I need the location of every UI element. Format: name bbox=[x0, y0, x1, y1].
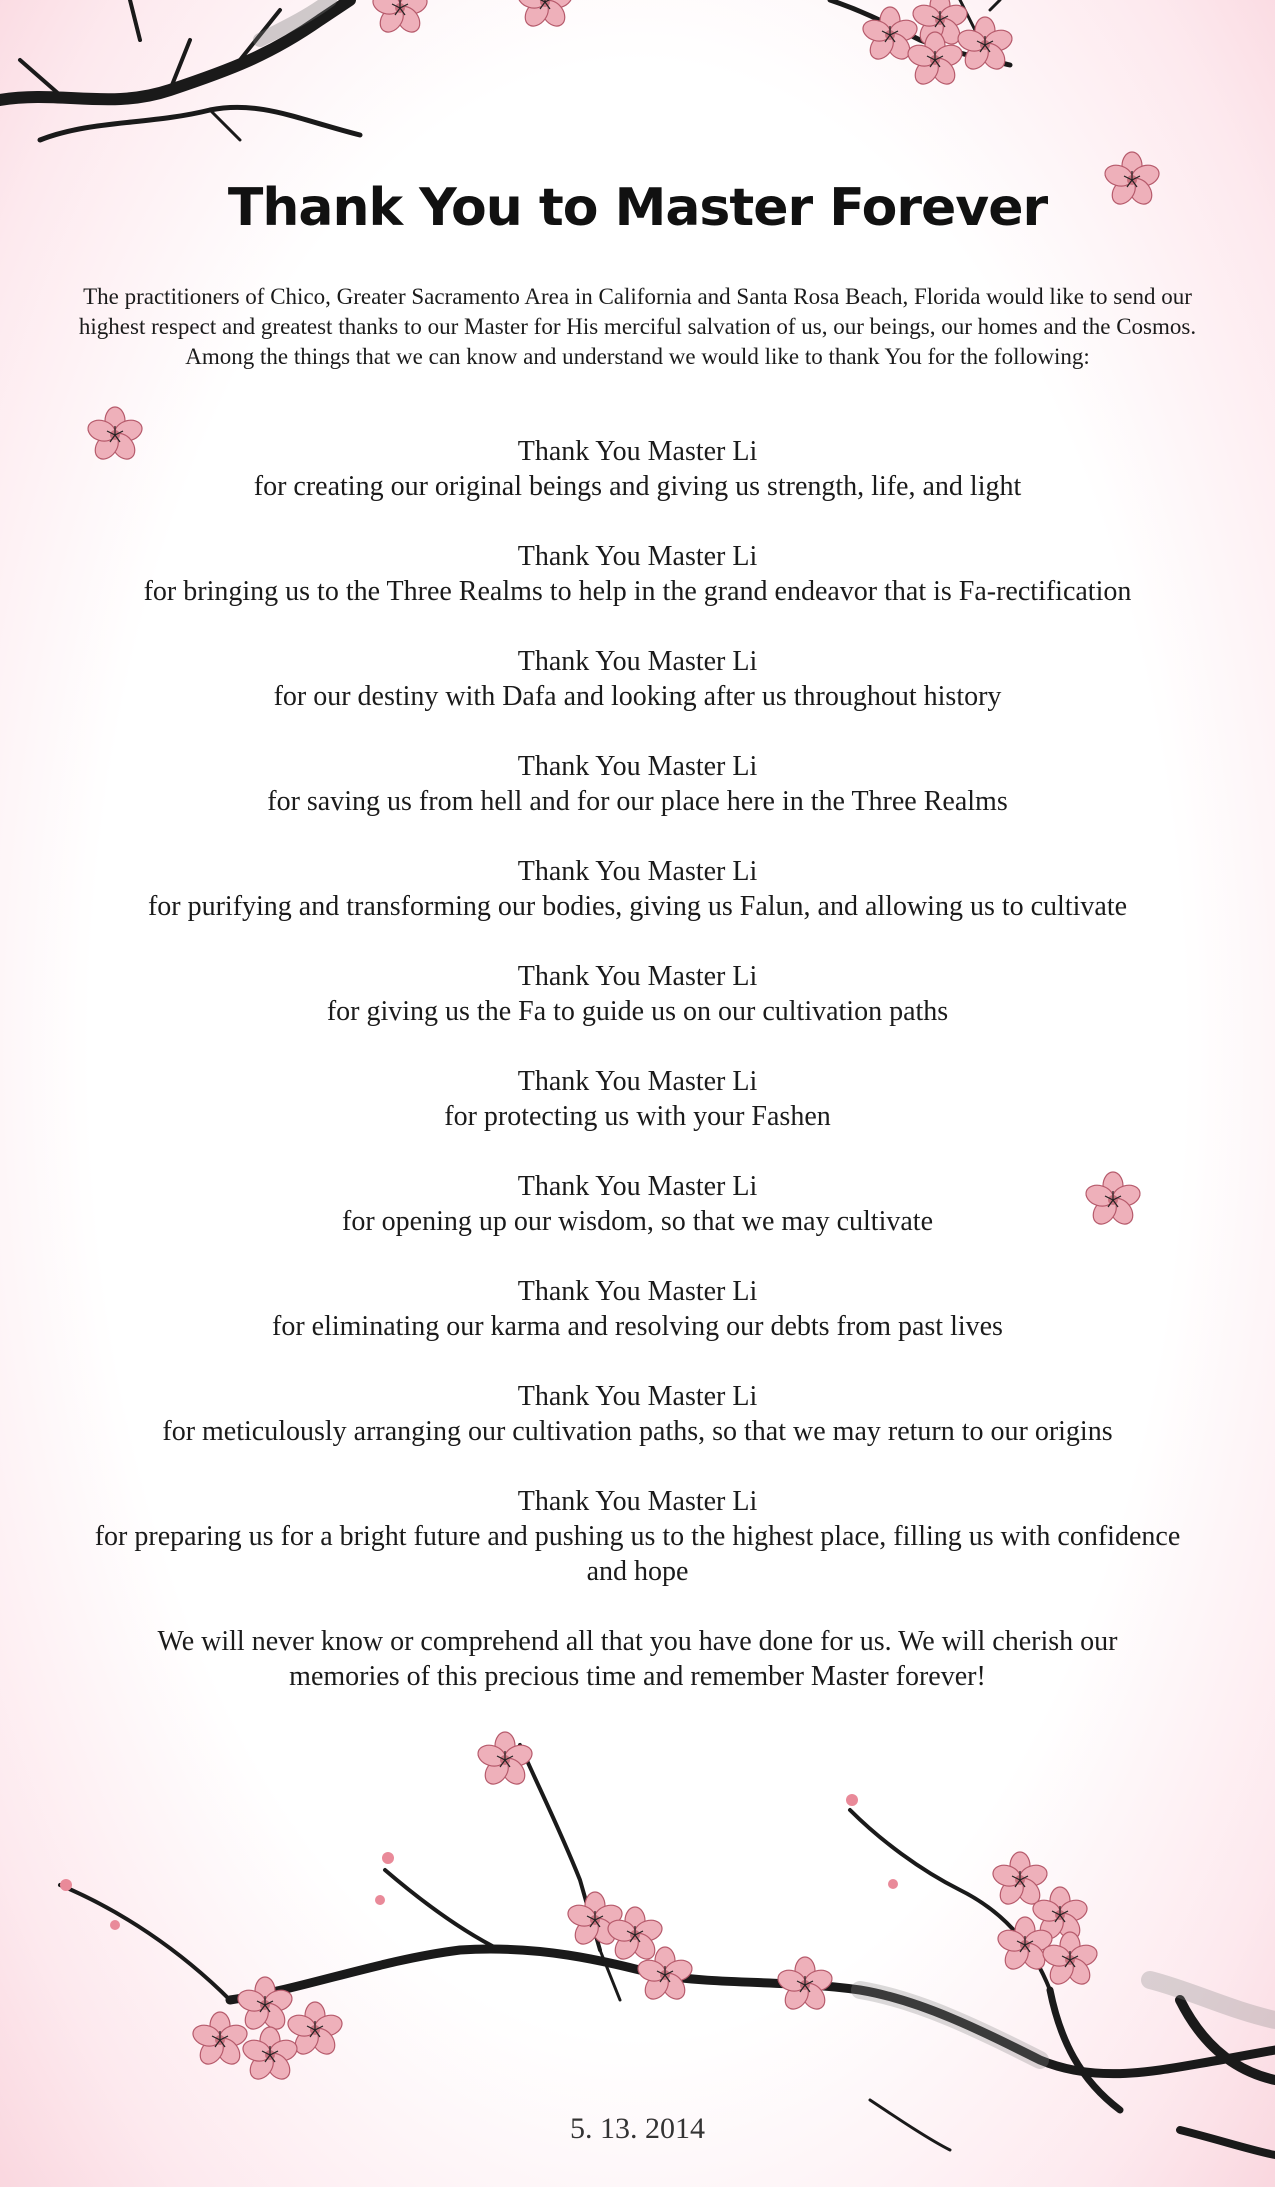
list-item bbox=[80, 959, 1195, 1029]
blossom-buds bbox=[60, 1794, 898, 1930]
list-item bbox=[80, 1274, 1195, 1344]
blossom-icon bbox=[475, 1732, 534, 1789]
item-text: for our destiny with Dafa and looking after us throughout history bbox=[273, 681, 1002, 712]
page-title: Thank You to Master Forever bbox=[227, 178, 1048, 238]
thanks-list bbox=[80, 434, 1195, 1624]
item-text: for meticulously arranging our cultivation paths, so that we may return to our origins bbox=[162, 1416, 1113, 1447]
item-heading: Thank You Master Li bbox=[517, 1276, 758, 1307]
intro-paragraph: The practitioners of Chico, Greater Sacramento Area in California and Santa Rosa Beach, Florida would like to send our highest respect and greatest thanks to our Master for His merciful salvation of us, our beings, our homes and the Cosmos. Among the things that we can know and understand we would like to thank You for the following: bbox=[78, 284, 1197, 369]
item-heading: Thank You Master Li bbox=[517, 646, 758, 677]
list-item bbox=[80, 1064, 1195, 1134]
item-heading: Thank You Master Li bbox=[517, 961, 758, 992]
list-item bbox=[80, 749, 1195, 819]
list-item bbox=[80, 854, 1195, 924]
item-text: for giving us the Fa to guide us on our cultivation paths bbox=[326, 996, 949, 1027]
blossom-icon bbox=[515, 0, 574, 31]
item-heading: Thank You Master Li bbox=[517, 541, 758, 572]
closing-paragraph: We will never know or comprehend all that you have done for us. We will cherish our memories of this precious time and remember Master forever! bbox=[157, 1626, 1118, 1692]
item-heading: Thank You Master Li bbox=[517, 1486, 758, 1517]
item-text: for opening up our wisdom, so that we may cultivate bbox=[342, 1206, 933, 1237]
item-text: for purifying and transforming our bodies, giving us Falun, and allowing us to cultivate bbox=[147, 891, 1128, 922]
list-item bbox=[80, 644, 1195, 714]
item-heading: Thank You Master Li bbox=[517, 436, 758, 467]
list-item bbox=[80, 539, 1195, 609]
item-text: for bringing us to the Three Realms to help in the grand endeavor that is Fa-rectification bbox=[143, 576, 1132, 607]
list-item bbox=[80, 1169, 1195, 1239]
blossom-icon bbox=[190, 2012, 249, 2069]
item-heading: Thank You Master Li bbox=[517, 1171, 758, 1202]
item-heading: Thank You Master Li bbox=[517, 856, 758, 887]
blossom-icon bbox=[240, 2027, 299, 2084]
item-text: for preparing us for a bright future and pushing us to the highest place, filling us with confidence and hope bbox=[94, 1521, 1181, 1587]
item-text: for saving us from hell and for our place here in the Three Realms bbox=[267, 786, 1008, 817]
item-heading: Thank You Master Li bbox=[517, 751, 758, 782]
date-text: 5. 13. 2014 bbox=[570, 2112, 705, 2145]
item-heading: Thank You Master Li bbox=[517, 1066, 758, 1097]
blossom-icon bbox=[775, 1957, 834, 2014]
item-text: for protecting us with your Fashen bbox=[444, 1101, 831, 1132]
item-text: for eliminating our karma and resolving our debts from past lives bbox=[272, 1311, 1003, 1342]
item-text: for creating our original beings and giving us strength, life, and light bbox=[253, 471, 1022, 502]
list-item bbox=[80, 1484, 1195, 1589]
list-item bbox=[80, 1379, 1195, 1449]
item-heading: Thank You Master Li bbox=[517, 1381, 758, 1412]
blossom-icon bbox=[370, 0, 429, 37]
list-item bbox=[80, 434, 1195, 504]
